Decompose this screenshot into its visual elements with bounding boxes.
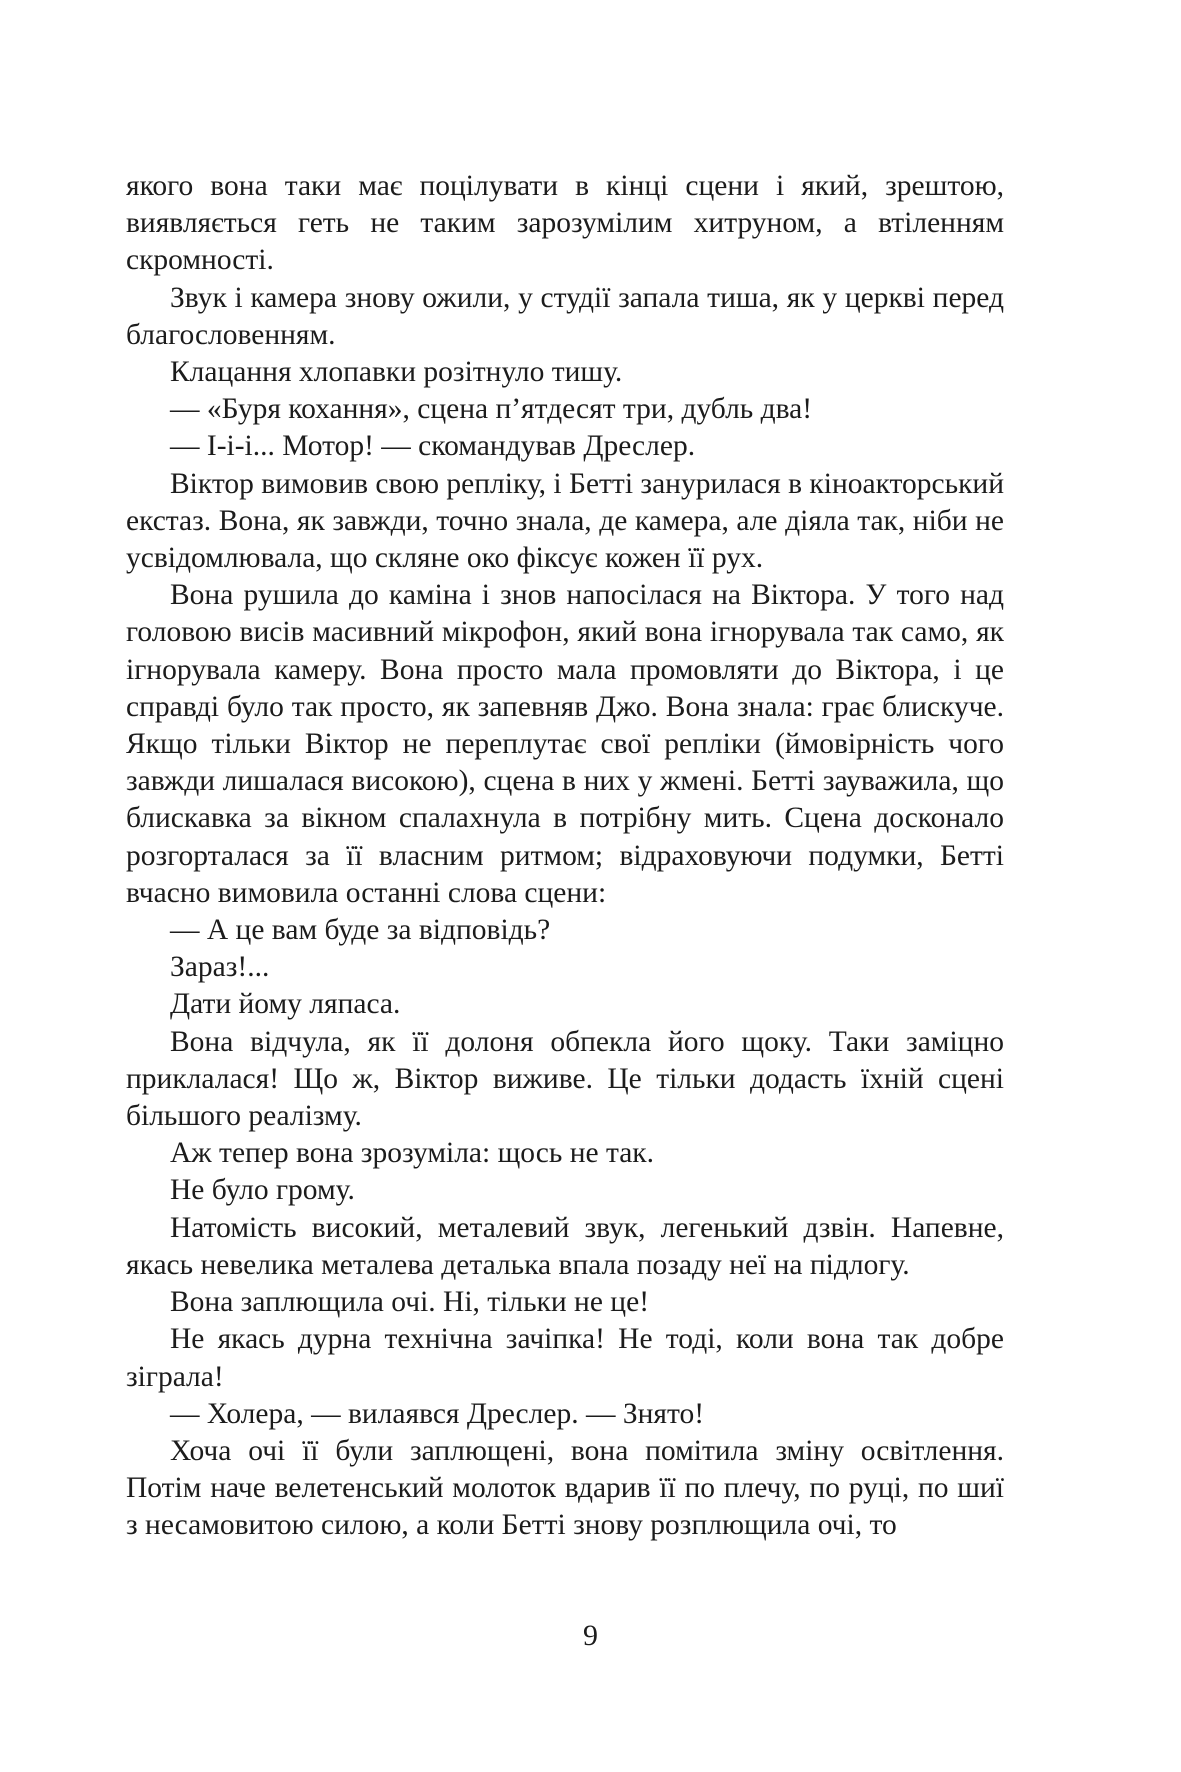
paragraph: Аж тепер вона зрозуміла: щось не так.: [170, 1137, 655, 1170]
paragraph: Дати йому ляпаса.: [170, 988, 401, 1021]
dialogue-line: — Холера, — вилаявся Дреслер. — Знято!: [170, 1397, 705, 1430]
paragraph: Натомість високий, металевий звук, легенький дзвін. Напевне, якась невелика металева деталька впала позаду неї на підлогу.: [126, 1211, 1004, 1281]
page-number: 9: [583, 1619, 598, 1652]
dialogue-line: — А це вам буде за відповідь?: [170, 914, 551, 947]
paragraph: Звук і камера знову ожили, у студії запала тиша, як у церкві перед благословенням.: [126, 281, 1004, 351]
paragraph: Віктор вимовив свою репліку, і Бетті занурилася в кіноакторський екстаз. Вона, як завжди, точно знала, де камера, але діяла так, ніби не усвідомлювала, що скляне око фіксує кожен її рух.: [126, 467, 1004, 575]
body-text: [126, 168, 1004, 1545]
paragraph: Не якась дурна технічна зачіпка! Не тоді, коли вона так добре зіграла!: [126, 1323, 1004, 1393]
paragraph: Зараз!...: [170, 951, 270, 984]
dialogue-line: — «Буря кохання», сцена п’ятдесят три, дубль два!: [170, 393, 813, 426]
paragraph: Хоча очі її були заплющені, вона помітила зміну освітлення. Потім наче велетенський молоток вдарив її по плечу, по руці, по шиї з несамовитою силою, а коли Бетті знову розплющила очі, то: [126, 1434, 1004, 1542]
dialogue-line: — І-і-і... Мотор! — скомандував Дреслер.: [170, 430, 696, 463]
paragraph: Не було грому.: [170, 1174, 355, 1207]
paragraph: Вона рушила до каміна і знов напосілася на Віктора. У того над головою висів масивний мікрофон, який вона ігнорувала так само, як ігнорувала камеру. Вона просто мала промовляти до Віктора, і це справді було так просто, як запевняв Джо. Вона знала: грає блискуче. Якщо тільки Віктор не переплутає свої репліки (ймовірність чого завжди лишалася високою), сцена в них у жмені. Бетті зауважила, що блискавка за вікном спалахнула в потрібну мить. Сцена досконало розгорталася за її власним ритмом; відраховуючи подумки, Бетті вчасно вимовила останні слова сцени:: [126, 579, 1004, 909]
paragraph: якого вона таки має поцілувати в кінці сцени і який, зрештою, виявляється геть не таким зарозумілим хитруном, а втіленням скромності.: [126, 170, 1004, 277]
paragraph: Вона відчула, як її долоня обпекла його щоку. Таки заміцно приклалася! Що ж, Віктор виживе. Це тільки додасть їхній сцені більшого реалізму.: [126, 1025, 1004, 1133]
paragraph: Вона заплющила очі. Ні, тільки не це!: [170, 1286, 650, 1319]
paragraph: Клацання хлопавки розітнуло тишу.: [170, 356, 623, 389]
